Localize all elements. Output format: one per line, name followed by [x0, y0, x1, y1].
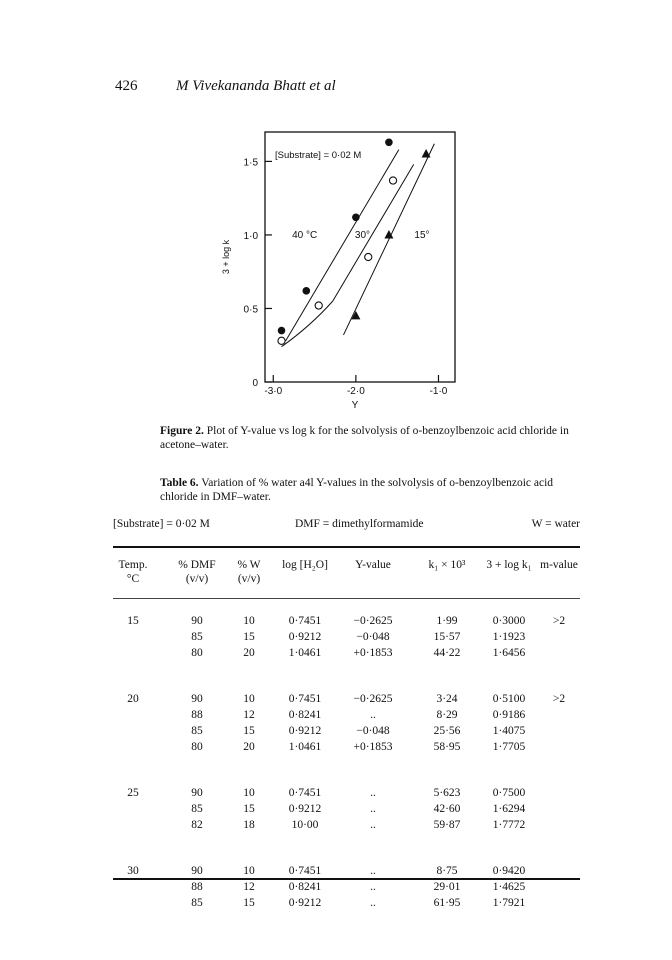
table-cell: 1·7705 [492, 741, 526, 753]
table-cell: 0·7500 [492, 787, 526, 799]
table-cell: 1·7772 [492, 819, 526, 831]
table-cell: .. [370, 803, 376, 815]
column-header: m-value [540, 559, 578, 571]
table-cell: 42·60 [433, 803, 461, 815]
table-cell: −0·048 [356, 725, 390, 737]
column-header: k₁ × 10³ [428, 559, 466, 571]
point-40c [352, 213, 360, 221]
table-header-rule [113, 598, 580, 599]
table-cell: 0·7451 [288, 693, 322, 705]
point-15c [422, 149, 431, 158]
table-caption-label: Table 6. [160, 477, 199, 489]
table-cell: 0·8241 [288, 709, 322, 721]
table-cell: 85 [191, 803, 203, 815]
table-cell: 0·9420 [492, 865, 526, 877]
table-cell: 0·9212 [288, 725, 322, 737]
table-cell: 1·4075 [492, 725, 526, 737]
note-substrate: [Substrate] = 0·02 M [113, 518, 210, 530]
column-header-unit: °C [126, 573, 140, 585]
column-header: log [H₂O] [282, 559, 328, 571]
table-cell: −0·2625 [353, 615, 393, 627]
table-cell: 0·9212 [288, 803, 322, 815]
point-30c [315, 302, 322, 309]
fit-line-40c [286, 150, 399, 341]
table-cell: 90 [191, 865, 203, 877]
figure-caption [160, 424, 590, 452]
table-cell: 10 [243, 787, 255, 799]
y-tick-label: 0 [252, 378, 258, 389]
table-cell: 61·95 [433, 897, 461, 909]
fit-curve-30c [282, 301, 333, 347]
table-cell: 3·24 [436, 693, 458, 705]
table-cell: 0·7451 [288, 615, 322, 627]
temp-cell: 20 [127, 693, 139, 705]
table-cell: 1·0461 [288, 647, 322, 659]
chart-svg [205, 120, 455, 410]
table-cell: 44·22 [433, 647, 461, 659]
table-cell: 18 [243, 819, 255, 831]
y-tick-label: 0·5 [243, 304, 258, 316]
table-cell: 10·00 [291, 819, 319, 831]
table-cell: 85 [191, 631, 203, 643]
x-axis-label: Y [351, 400, 359, 411]
table-cell: .. [370, 881, 376, 893]
point-40c [278, 327, 286, 335]
m-value-cell: >2 [552, 693, 566, 705]
temp-cell: 25 [127, 787, 139, 799]
y-tick-label: 1·0 [243, 230, 258, 242]
table-cell: 85 [191, 897, 203, 909]
figure-caption-text: Plot of Y-value vs log k for the solvolysis of o-benzoylbenzoic acid chloride in acetone–water. [160, 425, 569, 451]
y-axis-label: 3 + log k [221, 239, 231, 275]
table-cell: +0·1853 [353, 741, 393, 753]
column-header: Temp. [118, 559, 148, 571]
y-tick-label: 1·5 [243, 157, 258, 169]
table-cell: 80 [191, 647, 203, 659]
plot-frame [265, 132, 455, 382]
table-cell: 12 [243, 881, 255, 893]
table-cell: 85 [191, 725, 203, 737]
fit-line-30c [333, 164, 414, 301]
table-cell: −0·2625 [353, 693, 393, 705]
table-cell: .. [370, 787, 376, 799]
table-cell: 8·29 [436, 709, 458, 721]
point-40c [385, 138, 393, 146]
series-label-15c: 15° [414, 229, 430, 241]
table-cell: 0·5100 [492, 693, 526, 705]
table-cell: 90 [191, 615, 203, 627]
point-30c [278, 337, 285, 344]
x-tick-label: -3·0 [264, 386, 283, 397]
table-caption [160, 476, 590, 504]
table-cell: 10 [243, 693, 255, 705]
point-30c [389, 177, 396, 184]
column-header: % DMF [178, 559, 216, 571]
table-cell: 15 [243, 803, 255, 815]
series-label-30c: 30° [354, 229, 371, 241]
note-water: W = water [531, 518, 580, 530]
column-header: Y-value [355, 559, 391, 571]
table-cell: 80 [191, 741, 203, 753]
table-cell: 1·1923 [492, 631, 526, 643]
table-cell: 10 [243, 865, 255, 877]
column-header: % W [237, 559, 261, 571]
table-cell: 82 [191, 819, 203, 831]
running-head: M Vivekananda Bhatt et al [176, 78, 336, 94]
temp-cell: 15 [127, 615, 139, 627]
table-cell: 88 [191, 881, 203, 893]
table-cell: 0·9186 [492, 709, 526, 721]
table-cell: 15 [243, 725, 255, 737]
page-number: 426 [115, 78, 138, 94]
table-cell: 1·7921 [492, 897, 526, 909]
x-tick-label: -1·0 [429, 386, 448, 397]
table-cell: .. [370, 865, 376, 877]
table-cell: 1·4625 [492, 881, 526, 893]
table-cell: 15 [243, 897, 255, 909]
table-cell: 10 [243, 615, 255, 627]
table-cell: 0·3000 [492, 615, 526, 627]
table-cell: 1·99 [436, 615, 458, 627]
table-cell: 1·6456 [492, 647, 526, 659]
table-cell: 15 [243, 631, 255, 643]
table-cell: 1·0461 [288, 741, 322, 753]
table-cell: 0·7451 [288, 865, 322, 877]
note-dmf: DMF = dimethylformamide [295, 518, 424, 530]
table-cell: 0·8241 [288, 881, 322, 893]
series-label-40c: 40 °C [292, 229, 318, 241]
table-cell: 58·95 [433, 741, 461, 753]
table-cell: 90 [191, 787, 203, 799]
table-cell: 90 [191, 693, 203, 705]
table-cell: .. [370, 709, 376, 721]
table-cell: 25·56 [433, 725, 461, 737]
table-top-rule [113, 546, 580, 548]
table-cell: 88 [191, 709, 203, 721]
table-cell: 0·9212 [288, 631, 322, 643]
table-cell: 1·6294 [492, 803, 526, 815]
temp-cell: 30 [127, 865, 139, 877]
table-bottom-rule [113, 878, 580, 880]
table-cell: 8·75 [436, 865, 458, 877]
table-cell: 5·623 [433, 787, 461, 799]
table-cell: 20 [243, 741, 255, 753]
table-cell: 0·7451 [288, 787, 322, 799]
column-header-unit: (v/v) [185, 573, 209, 585]
table-cell: −0·048 [356, 631, 390, 643]
point-15c [384, 230, 393, 239]
table-cell: .. [370, 819, 376, 831]
column-header: 3 + log k₁ [486, 559, 532, 571]
x-tick-label: -2·0 [346, 386, 365, 397]
table-cell: 15·57 [433, 631, 461, 643]
figure-caption-label: Figure 2. [160, 425, 204, 437]
table-cell: 12 [243, 709, 255, 721]
column-header-unit: (v/v) [237, 573, 261, 585]
point-40c [303, 287, 311, 295]
figure-2 [205, 120, 455, 410]
table-cell: 59·87 [433, 819, 461, 831]
table-cell: .. [370, 897, 376, 909]
table-cell: 20 [243, 647, 255, 659]
point-30c [365, 253, 372, 260]
table-cell: 0·9212 [288, 897, 322, 909]
m-value-cell: >2 [552, 615, 566, 627]
table-cell: +0·1853 [353, 647, 393, 659]
substrate-annotation: [Substrate] = 0·02 M [275, 150, 362, 161]
table-cell: 29·01 [433, 881, 461, 893]
table-caption-text: Variation of % water a4l Y-values in the solvolysis of o-benzoylbenzoic acid chloride in DMF–water. [160, 477, 554, 503]
